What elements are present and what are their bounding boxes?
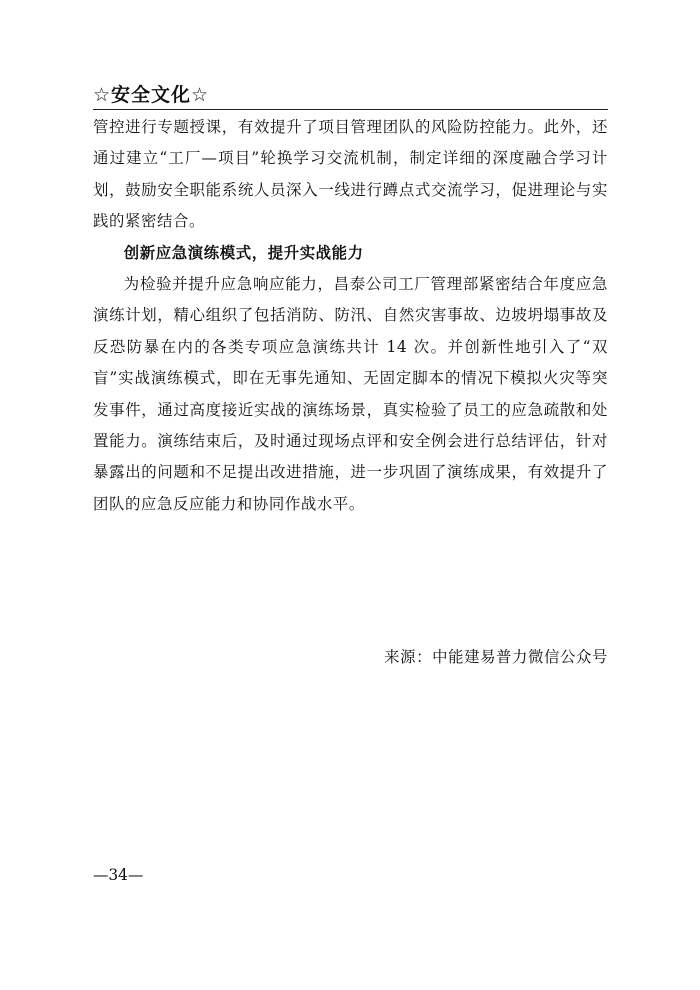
section-banner-title: ☆安全文化☆ — [93, 84, 210, 106]
running-header — [93, 82, 608, 110]
continued-paragraph: 管控进行专题授课，有效提升了项目管理团队的风险防控能力。此外，还通过建立“工厂—项目”轮换学习交流机制，制定详细的深度融合学习计划，鼓励安全职能系统人员深入一线进行蹲点式交流学习，促进理论与实践的紧密结合。 — [93, 118, 608, 231]
header-divider — [93, 109, 608, 110]
section-paragraph: 为检验并提升应急响应能力，昌泰公司工厂管理部紧密结合年度应急演练计划，精心组织了包括消防、防汛、自然灾害事故、边坡坍塌事故及反恐防暴在内的各类专项应急演练共计 14 次。并创新性地引入了“双盲”实战演练模式，即在无事先通知、无固定脚本的情况下模拟火灾等突发事件，通过高度接近实战的演练场景，真实检验了员工的应急疏散和处置能力。演练结束后，及时通过现场点评和安全例会进行总结评估，针对暴露出的问题和不足提出改进措施，进一步巩固了演练成果，有效提升了团队的应急反应能力和协同作战水平。 — [93, 275, 608, 513]
page-number: —34— — [93, 866, 144, 884]
section-heading: 创新应急演练模式，提升实战能力 — [123, 243, 364, 262]
article-body — [93, 112, 608, 520]
source-attribution: 来源：中能建易普力微信公众号 — [384, 648, 608, 666]
